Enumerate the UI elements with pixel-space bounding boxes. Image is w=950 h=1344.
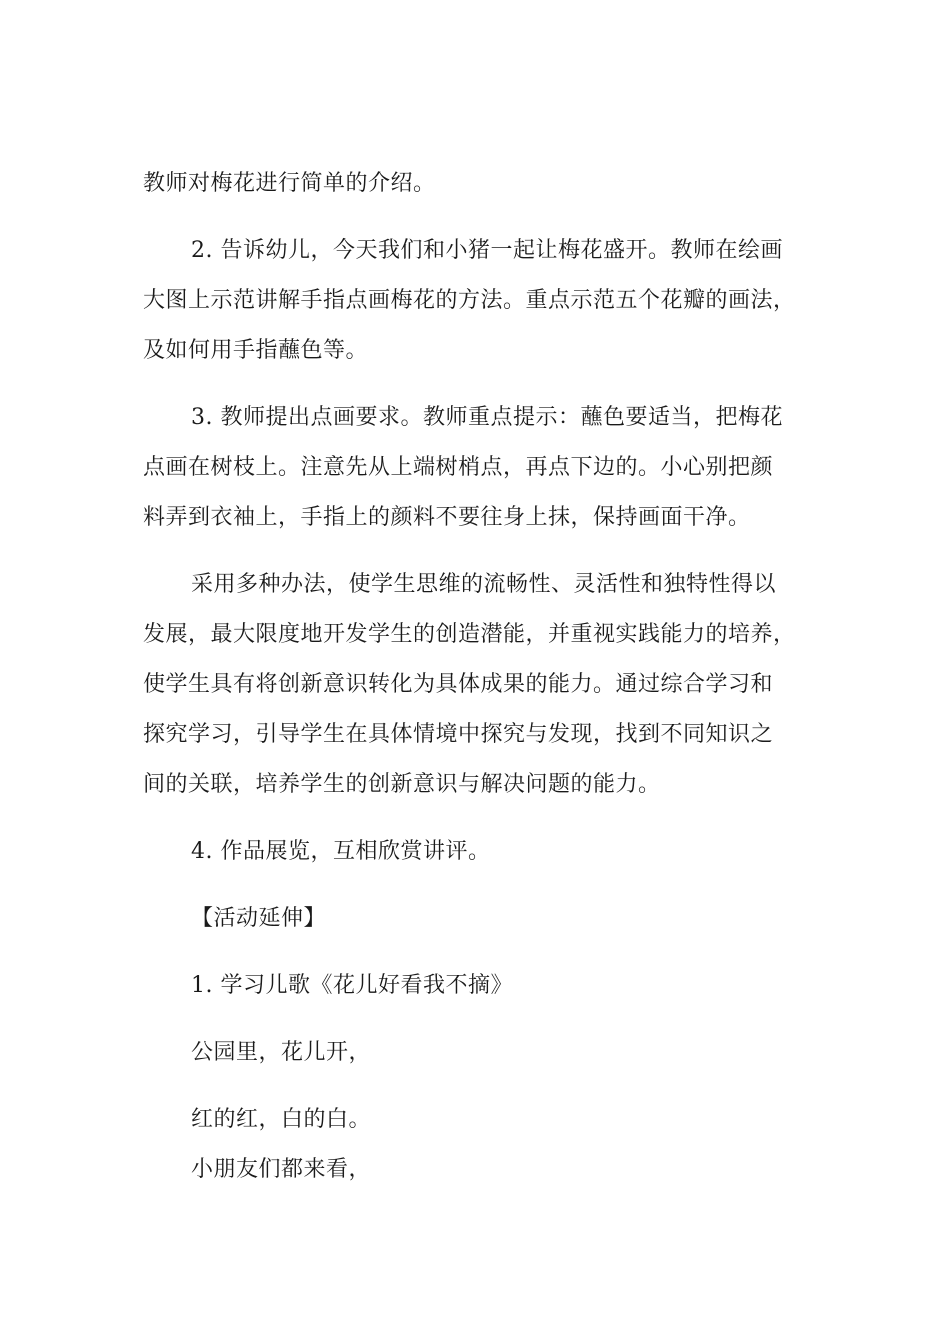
paragraph-line: 采用多种办法，使学生思维的流畅性、灵活性和独特性得以: [191, 572, 777, 597]
paragraph-line: 教师对梅花进行简单的介绍。: [143, 171, 436, 196]
poem-line: 红的红，白的白。: [191, 1107, 372, 1132]
paragraph-line: 及如何用手指蘸色等。: [143, 338, 369, 363]
paragraph-line: 发展，最大限度地开发学生的创造潜能，并重视实践能力的培养，: [143, 622, 796, 647]
poem-line: 公园里，花儿开，: [191, 1040, 372, 1065]
paragraph-line: 料弄到衣袖上，手指上的颜料不要往身上抹，保持画面干净。: [143, 505, 751, 530]
section-heading: 【活动延伸】: [191, 906, 327, 931]
paragraph-line: 间的关联，培养学生的创新意识与解决问题的能力。: [143, 772, 661, 797]
paragraph-line: 大图上示范讲解手指点画梅花的方法。重点示范五个花瓣的画法，: [143, 288, 796, 313]
paragraph-line: 1. 学习儿歌《花儿好看我不摘》: [191, 973, 513, 998]
poem-line: 小朋友们都来看，: [191, 1157, 372, 1182]
paragraph-line: 点画在树枝上。注意先从上端树梢点，再点下边的。小心别把颜: [143, 455, 774, 480]
paragraph-line: 4. 作品展览，互相欣赏讲评。: [191, 839, 491, 864]
paragraph-line: 探究学习，引导学生在具体情境中探究与发现，找到不同知识之: [143, 722, 774, 747]
paragraph-line: 使学生具有将创新意识转化为具体成果的能力。通过综合学习和: [143, 672, 774, 697]
paragraph-line: 2. 告诉幼儿，今天我们和小猪一起让梅花盛开。教师在绘画: [191, 238, 783, 263]
paragraph-line: 3. 教师提出点画要求。教师重点提示：蘸色要适当，把梅花: [191, 405, 783, 430]
